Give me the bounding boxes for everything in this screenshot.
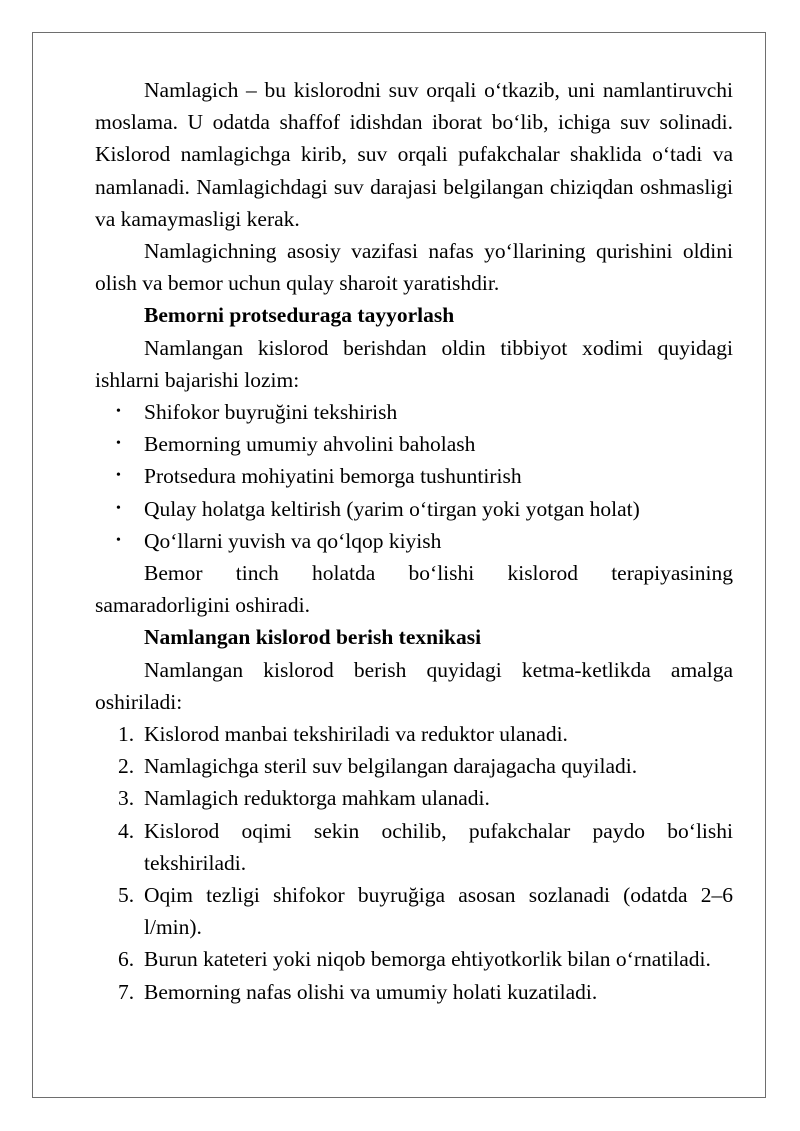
list-item-text: Qo‘llarni yuvish va qo‘lqop kiyish [144, 528, 442, 553]
step-item [95, 815, 733, 879]
paragraph-humidifier-purpose: Namlagichning asosiy vazifasi nafas yo‘llarining qurishini oldini olish va bemor uchun qulay sharoit yaratishdir. [95, 239, 733, 296]
bullet-icon: • [116, 532, 121, 548]
paragraph-humidifier-definition: Namlagich – bu kislorodni suv orqali o‘tkazib, uni namlantiruvchi moslama. U odatda shaffof idishdan iborat bo‘lib, ichiga suv solinadi. Kislorod namlagichga kirib, suv orqali pufakchalar shaklida o‘tadi va namlanadi. Namlagichdagi suv darajasi belgilangan chiziqdan oshmasligi va kamaymasligi kerak. [95, 78, 733, 231]
bullet-icon: • [116, 436, 121, 452]
step-text: Oqim tezligi shifokor buyruğiga asosan sozlanadi (odatda 2–6 l/min). [144, 883, 733, 940]
step-text: Kislorod manbai tekshiriladi va reduktor ulanadi. [144, 722, 568, 747]
document-body [95, 74, 733, 1008]
step-item [95, 976, 733, 1008]
step-item [95, 782, 733, 814]
preparation-list [95, 396, 733, 557]
step-item [95, 943, 733, 975]
heading-patient-preparation: Bemorni protseduraga tayyorlash [144, 303, 455, 328]
step-number: 1. [118, 722, 135, 747]
step-number: 3. [118, 786, 135, 811]
bullet-icon: • [116, 500, 121, 516]
bullet-icon: • [116, 468, 121, 484]
list-item-text: Qulay holatga keltirish (yarim o‘tirgan yoki yotgan holat) [144, 496, 640, 521]
list-item-text: Shifokor buyruğini tekshirish [144, 400, 398, 425]
step-item [95, 718, 733, 750]
step-number: 4. [118, 818, 135, 843]
step-text: Burun kateteri yoki niqob bemorga ehtiyotkorlik bilan o‘rnatiladi. [144, 947, 711, 972]
step-text: Namlagich reduktorga mahkam ulanadi. [144, 786, 490, 811]
list-item-text: Protsedura mohiyatini bemorga tushuntirish [144, 464, 522, 489]
step-number: 5. [118, 883, 135, 908]
list-item-text: Bemorning umumiy ahvolini baholash [144, 432, 476, 457]
list-item [95, 493, 733, 525]
list-item [95, 460, 733, 492]
step-item [95, 879, 733, 943]
step-number: 2. [118, 754, 135, 779]
step-text: Kislorod oqimi sekin ochilib, pufakchalar paydo bo‘lishi tekshiriladi. [144, 818, 733, 875]
bullet-icon: • [116, 404, 121, 420]
list-item [95, 428, 733, 460]
paragraph-preparation-intro: Namlangan kislorod berishdan oldin tibbiyot xodimi quyidagi ishlarni bajarishi lozim: [95, 335, 733, 392]
paragraph-technique-intro: Namlangan kislorod berish quyidagi ketma-ketlikda amalga oshiriladi: [95, 657, 733, 714]
step-text: Bemorning nafas olishi va umumiy holati kuzatiladi. [144, 979, 598, 1004]
step-item [95, 750, 733, 782]
technique-steps-list [95, 718, 733, 1008]
step-number: 7. [118, 979, 135, 1004]
paragraph-calm-patient: Bemor tinch holatda bo‘lishi kislorod terapiyasining samaradorligini oshiradi. [95, 561, 733, 618]
step-number: 6. [118, 947, 135, 972]
list-item [95, 525, 733, 557]
step-text: Namlagichga steril suv belgilangan darajagacha quyiladi. [144, 754, 638, 779]
list-item [95, 396, 733, 428]
heading-technique: Namlangan kislorod berish texnikasi [144, 625, 482, 650]
